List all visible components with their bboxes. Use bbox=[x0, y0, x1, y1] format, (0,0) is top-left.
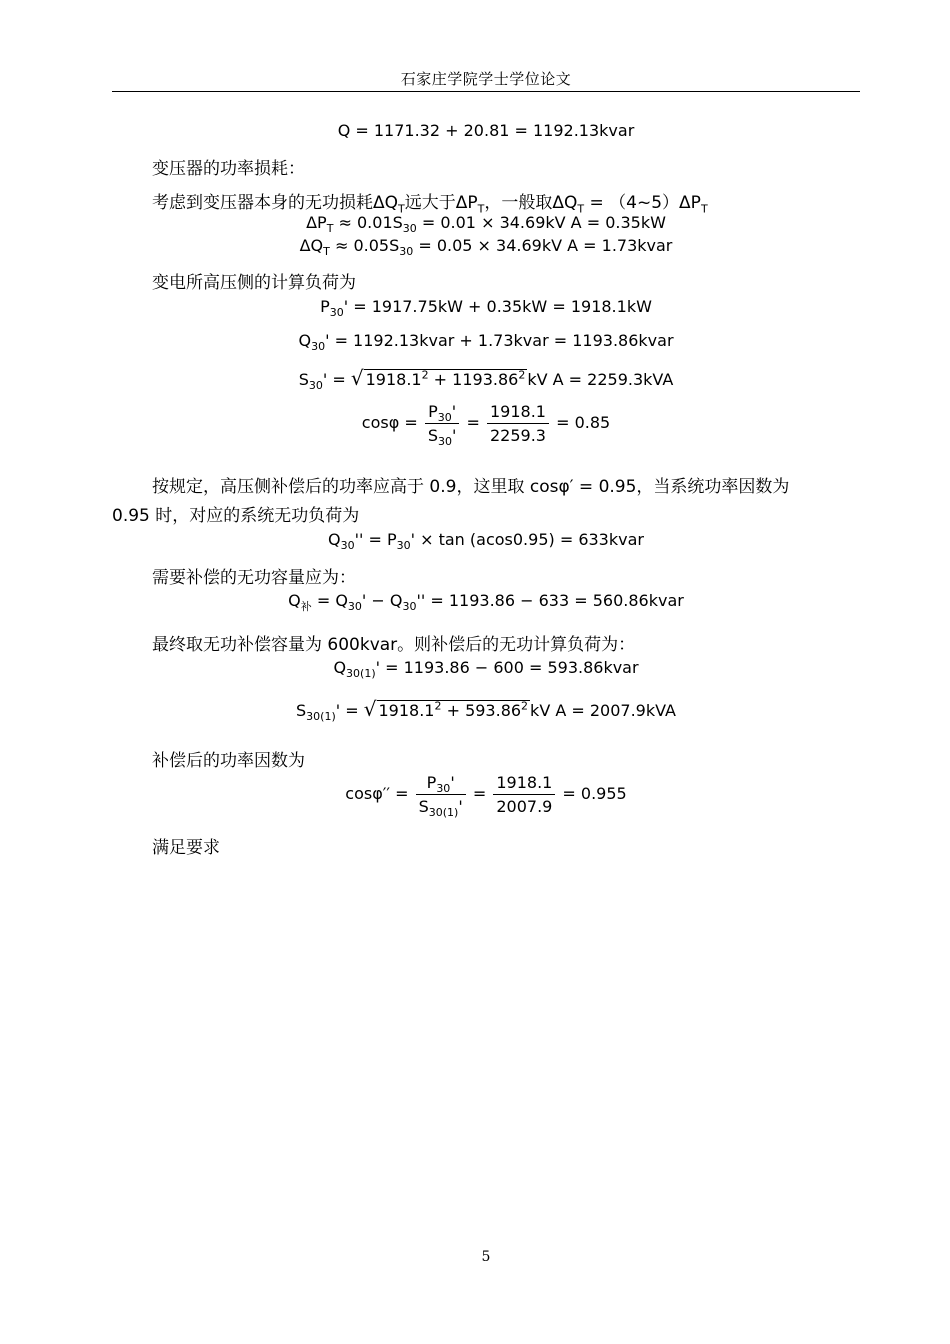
fraction-p30-s30-1 bbox=[416, 773, 466, 820]
text-fragment: '' = 1193.86 − 633 = 560.86kvar bbox=[416, 591, 684, 610]
subscript: 30(1) bbox=[306, 710, 336, 724]
text-fragment: = 0.85 bbox=[550, 413, 611, 432]
equation-q30-double-prime bbox=[112, 530, 860, 553]
subscript: T bbox=[398, 202, 405, 216]
equation-q-total: Q = 1171.32 + 20.81 = 1192.13kvar bbox=[337, 121, 635, 140]
text-fragment: '' = P bbox=[354, 530, 397, 549]
text-fragment: ，一般取ΔQ bbox=[484, 193, 578, 213]
page-header-title: 石家庄学院学士学位论文 bbox=[400, 70, 572, 88]
text-fragment: Q bbox=[333, 658, 347, 677]
text-fragment: P bbox=[320, 297, 330, 316]
square-root bbox=[351, 366, 527, 390]
equation-q-compensation bbox=[112, 591, 860, 614]
subscript: T bbox=[577, 202, 585, 216]
paragraph-compensation-heading: 需要补偿的无功容量应为： bbox=[152, 568, 356, 588]
subscript: T bbox=[700, 202, 708, 216]
text-fragment: Q bbox=[288, 591, 301, 610]
subscript: 30 bbox=[402, 222, 417, 236]
text-fragment: P bbox=[426, 773, 437, 792]
text-fragment: S bbox=[298, 370, 309, 389]
paragraph-transformer-loss-heading: 变压器的功率损耗： bbox=[152, 159, 305, 179]
paragraph-transformer-note bbox=[152, 188, 708, 216]
paragraph-hv-load-heading: 变电所高压侧的计算负荷为 bbox=[152, 273, 356, 293]
radicand bbox=[377, 700, 531, 720]
fraction-numerator bbox=[416, 773, 466, 795]
text-fragment: kV A = 2259.3kVA bbox=[527, 370, 674, 389]
subscript: 30 bbox=[396, 539, 411, 553]
subscript: 30 bbox=[340, 539, 355, 553]
equation-q30 bbox=[112, 331, 860, 354]
fraction-denominator: 2259.3 bbox=[490, 426, 546, 445]
subscript: T bbox=[477, 202, 485, 216]
square-root bbox=[364, 697, 530, 721]
fraction-values bbox=[487, 402, 549, 445]
equation-s30 bbox=[112, 366, 860, 393]
text-fragment: ' − Q bbox=[361, 591, 403, 610]
text-fragment: 1918.1 bbox=[378, 701, 435, 720]
equation-delta-qt bbox=[112, 236, 860, 259]
fraction-p30-s30 bbox=[425, 402, 460, 449]
subscript: 30(1) bbox=[346, 667, 376, 681]
radicand bbox=[364, 369, 528, 389]
text-fragment: = Q bbox=[311, 591, 348, 610]
text-fragment: S bbox=[427, 426, 439, 445]
subscript: 30 bbox=[438, 435, 453, 449]
paragraph-conclusion: 满足要求 bbox=[152, 838, 220, 858]
text-fragment: kV A = 2007.9kVA bbox=[530, 701, 676, 720]
equation-cos-phi: cosφ = $\frac{P_{30}'}{S_{30}'}$ = $\frac{1918.1}{2259.3}$ = 0.85 bbox=[361, 402, 611, 449]
fraction-denominator bbox=[416, 795, 466, 820]
fraction-denominator: 2007.9 bbox=[496, 797, 553, 816]
fraction-denominator bbox=[425, 424, 460, 449]
subscript: 30 bbox=[329, 306, 344, 320]
subscript: 补 bbox=[300, 600, 312, 614]
equation-cos-phi-double-prime: cosφ′′ = $\frac{P_{30}'}{S_{30(1)}'}$ = $\frac{1918.1}{2007.9}$ = 0.955 bbox=[345, 773, 627, 820]
text-fragment: ' bbox=[450, 773, 455, 792]
text-fragment: ' = 1917.75kW + 0.35kW = 1918.1kW bbox=[343, 297, 652, 316]
text-fragment: ' = 1192.13kvar + 1.73kvar = 1193.86kvar bbox=[325, 331, 674, 350]
page-number: 5 bbox=[481, 1249, 491, 1265]
text-fragment: ' bbox=[452, 426, 457, 445]
text-fragment: ≈ 0.01S bbox=[333, 213, 403, 232]
subscript: 30 bbox=[399, 245, 414, 259]
subscript: 30 bbox=[308, 379, 323, 393]
text-fragment: + 593.86 bbox=[441, 701, 522, 720]
subscript: T bbox=[323, 245, 330, 259]
text-fragment: = 0.05 × 34.69kV A = 1.73kvar bbox=[413, 236, 673, 255]
subscript: 30(1) bbox=[428, 806, 459, 820]
text-fragment: ' bbox=[451, 402, 457, 421]
radical-sign: √ bbox=[363, 697, 377, 721]
text-fragment: ' = bbox=[335, 701, 364, 720]
text-fragment: ' = bbox=[322, 370, 351, 389]
text-fragment: P bbox=[428, 402, 438, 421]
paragraph-rule-line2: 0.95 时，对应的系统无功负荷为 bbox=[112, 506, 360, 526]
text-fragment: 远大于ΔP bbox=[404, 193, 478, 213]
equation-q30-1 bbox=[112, 658, 860, 681]
superscript: 2 bbox=[421, 368, 429, 382]
text-fragment: = （4~5）ΔP bbox=[584, 193, 701, 213]
text-fragment: S bbox=[296, 701, 307, 720]
text-fragment: ' bbox=[458, 797, 463, 816]
text-fragment: 考虑到变压器本身的无功损耗ΔQ bbox=[152, 193, 399, 213]
text-fragment: cosφ′′ = bbox=[345, 784, 414, 803]
text-fragment: ΔQ bbox=[299, 236, 324, 255]
text-fragment: ≈ 0.05S bbox=[329, 236, 400, 255]
text-fragment: ΔP bbox=[306, 213, 327, 232]
subscript: 30 bbox=[436, 782, 451, 796]
fraction-numerator: 1918.1 bbox=[493, 773, 555, 795]
text-fragment: S bbox=[418, 797, 429, 816]
text-fragment: = 0.955 bbox=[557, 784, 627, 803]
subscript: 30 bbox=[311, 340, 326, 354]
text-fragment: cosφ = bbox=[361, 413, 423, 432]
text-fragment: Q bbox=[328, 530, 341, 549]
fraction-values bbox=[493, 773, 555, 816]
paragraph-final-capacity: 最终取无功补偿容量为 600kvar。则补偿后的无功计算负荷为： bbox=[152, 635, 636, 655]
subscript: 30 bbox=[402, 600, 417, 614]
superscript: 2 bbox=[434, 699, 442, 713]
text-fragment: = 0.01 × 34.69kV A = 0.35kW bbox=[416, 213, 666, 232]
text-fragment: Q bbox=[298, 331, 312, 350]
subscript: T bbox=[326, 222, 334, 236]
text-fragment: ' = 1193.86 − 600 = 593.86kvar bbox=[375, 658, 639, 677]
subscript: 30 bbox=[347, 600, 362, 614]
text-fragment: ' × tan (acos0.95) = 633kvar bbox=[410, 530, 644, 549]
subscript: 30 bbox=[437, 411, 452, 425]
superscript: 2 bbox=[521, 699, 529, 713]
text-fragment: 1918.1 bbox=[365, 370, 422, 389]
superscript: 2 bbox=[518, 368, 526, 382]
equation-p30 bbox=[112, 297, 860, 320]
fraction-numerator bbox=[425, 402, 460, 424]
radical-sign: √ bbox=[350, 366, 364, 390]
text-fragment: + 1193.86 bbox=[428, 370, 519, 389]
paragraph-pf-heading: 补偿后的功率因数为 bbox=[152, 751, 305, 771]
equation-delta-pt bbox=[112, 213, 860, 236]
fraction-numerator: 1918.1 bbox=[487, 402, 549, 424]
header-rule bbox=[112, 91, 860, 92]
paragraph-rule-line1: 按规定，高压侧补偿后的功率应高于 0.9，这里取 cosφ′ = 0.95，当系统功率因数为 bbox=[152, 477, 790, 497]
equation-s30-1 bbox=[112, 697, 860, 724]
